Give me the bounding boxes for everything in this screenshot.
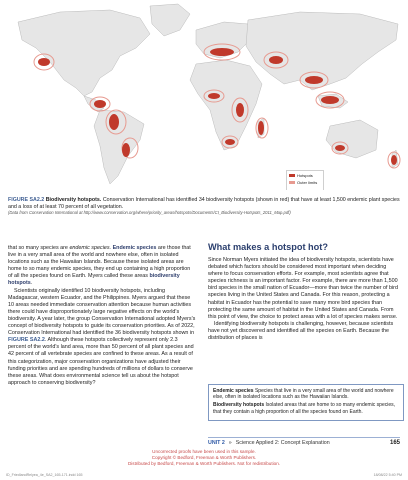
watermark-line-1: Uncorrected proofs have been used in this sample. xyxy=(152,449,256,454)
left-column xyxy=(8,245,196,387)
map-legend xyxy=(286,170,324,190)
biodiversity-hotspot-map xyxy=(0,0,408,190)
right-paragraph-2: Identifying biodiversity hotspots is challenging, however, because scientists have not yet discovered and identified all the species on Earth. Because the distribution of places is xyxy=(208,320,394,342)
left-paragraph-2 xyxy=(8,288,196,387)
text-run-italic: endemic species. xyxy=(69,245,112,251)
hotspot-swatch xyxy=(289,174,295,177)
glossary-definition: Isolated areas that are home to so many endemic species, that they contain a high proportion of all the species found on Earth. xyxy=(213,402,396,415)
text-run: . Although these hotspots collectively represent only 2.3 percent of the world's land area, more than 50 percent of all plant species and 42 percent of all vertebrate species are confined to these areas. As a result of this categorization, major conservation organizations have adjusted their funding priorities and are spending hundreds of millions of dollars to conserve these areas. What does environmental science tell us about the hotspot approach to conserving biodiversity? xyxy=(8,337,194,386)
legend-row-outer-limits xyxy=(287,178,323,185)
right-paragraph-1: Since Norman Myers initiated the idea of biodiversity hotspots, scientists have debated which factors should be considered most important when deciding where to focus conservation efforts. For example, most scientists agree that species richness is an important factor. For example, there are more than 1,500 bird species in the small nation of Ecuador—more than twice the number of bird species living in the United States and Canada. For this reason, protecting a habitat in Ecuador has the potential to save many more bird species than protecting the same amount of habitat in the United States and Canada. From this point of view, the choice to protect areas with a lot of species makes sense. xyxy=(208,257,398,320)
right-column xyxy=(208,257,400,342)
legend-hotspots-label: Hotspots xyxy=(297,173,313,178)
figure-label: FIGURE SA2.2 xyxy=(8,197,45,203)
text-run: . xyxy=(30,280,33,287)
page-number: 165 xyxy=(389,440,400,446)
term-biodiversity-hotspots: biodiversity hotspots xyxy=(8,273,180,287)
figure-reference: FIGURE SA2.2 xyxy=(8,337,45,344)
watermark-line-2: Copyright © Bedford, Freeman & Worth Publishers. xyxy=(151,455,257,460)
glossary-box xyxy=(208,384,404,421)
figure-caption-text: Conservation International has identified 34 biodiversity hotspots (shown in red) that have at least 1,500 endemic plant species and a loss of at least 70 percent of all vegetation. xyxy=(8,197,400,210)
world-map xyxy=(0,0,408,190)
figure-source: (Data from Conservation International at http://www.conservation.org/where/priority_areas/hotspots/Documents/CI_Biodiversity-Hotspots_2011_Map.pdf) xyxy=(8,210,291,216)
section-heading: What makes a hotspot hot? xyxy=(208,242,328,252)
figure-caption xyxy=(8,197,400,215)
outer-limit-swatch xyxy=(289,181,295,184)
glossary-term: Biodiversity hotspots xyxy=(213,402,265,409)
continents xyxy=(18,4,398,184)
north-america xyxy=(18,10,150,96)
greenland xyxy=(150,4,190,36)
text-run: Scientists originally identified 10 biodiversity hotspots, including Madagascar, western Ecuador, and the Philippines. Myers argued that these 10 areas needed immediate conservation attention because human activities there could have disproportionately large negative effects on the world's biodiversity. A year later, the group Conservation International adopted Myers's concept of biodiversity hotspots to guide its conservation priorities. As of 2022, Conservation International had identified the 36 biodiversity hotspots shown in xyxy=(8,287,196,337)
watermark-line-3: Distributed by Bedford, Freeman & Worth Publishers. Not for redistribution. xyxy=(127,461,281,466)
print-slug-left: ID_FriedlandRelyea_4e_SA2_165-171.indd 165 xyxy=(6,473,83,477)
page-footer xyxy=(208,440,400,446)
glossary-entry xyxy=(213,402,399,414)
south-america xyxy=(94,110,144,184)
legend-row-hotspots xyxy=(287,171,323,178)
footer-separator: » xyxy=(228,440,232,446)
glossary-entry xyxy=(213,388,399,400)
glossary-term: Endemic species xyxy=(213,388,254,394)
footer-title: Science Applied 2: Concept Explanation xyxy=(235,440,330,446)
term-endemic-species: Endemic species xyxy=(111,245,157,251)
legend-outer-limits-label: Outer limits xyxy=(297,180,318,185)
text-run: are those that live in a very small area of the world and nowhere else, often in isolated locations such as the Hawaiian Islands. Because these isolated areas are home to so many endemic species, they end up containing a high proportion of all the species found on Earth. Myers called these areas xyxy=(8,245,191,280)
figure-title: Biodiversity hotspots. xyxy=(45,197,102,203)
footer-unit: UNIT 2 xyxy=(208,440,225,446)
glossary-definition: Species that live in a very small area of the world and nowhere else, often in isolated locations such as the Hawaiian Islands. xyxy=(213,388,394,401)
footer-rule xyxy=(208,437,400,438)
print-slug-right: 18/08/22 5:40 PM xyxy=(373,473,402,477)
left-paragraph-1 xyxy=(8,245,196,288)
text-run: that so many species are xyxy=(8,245,70,251)
